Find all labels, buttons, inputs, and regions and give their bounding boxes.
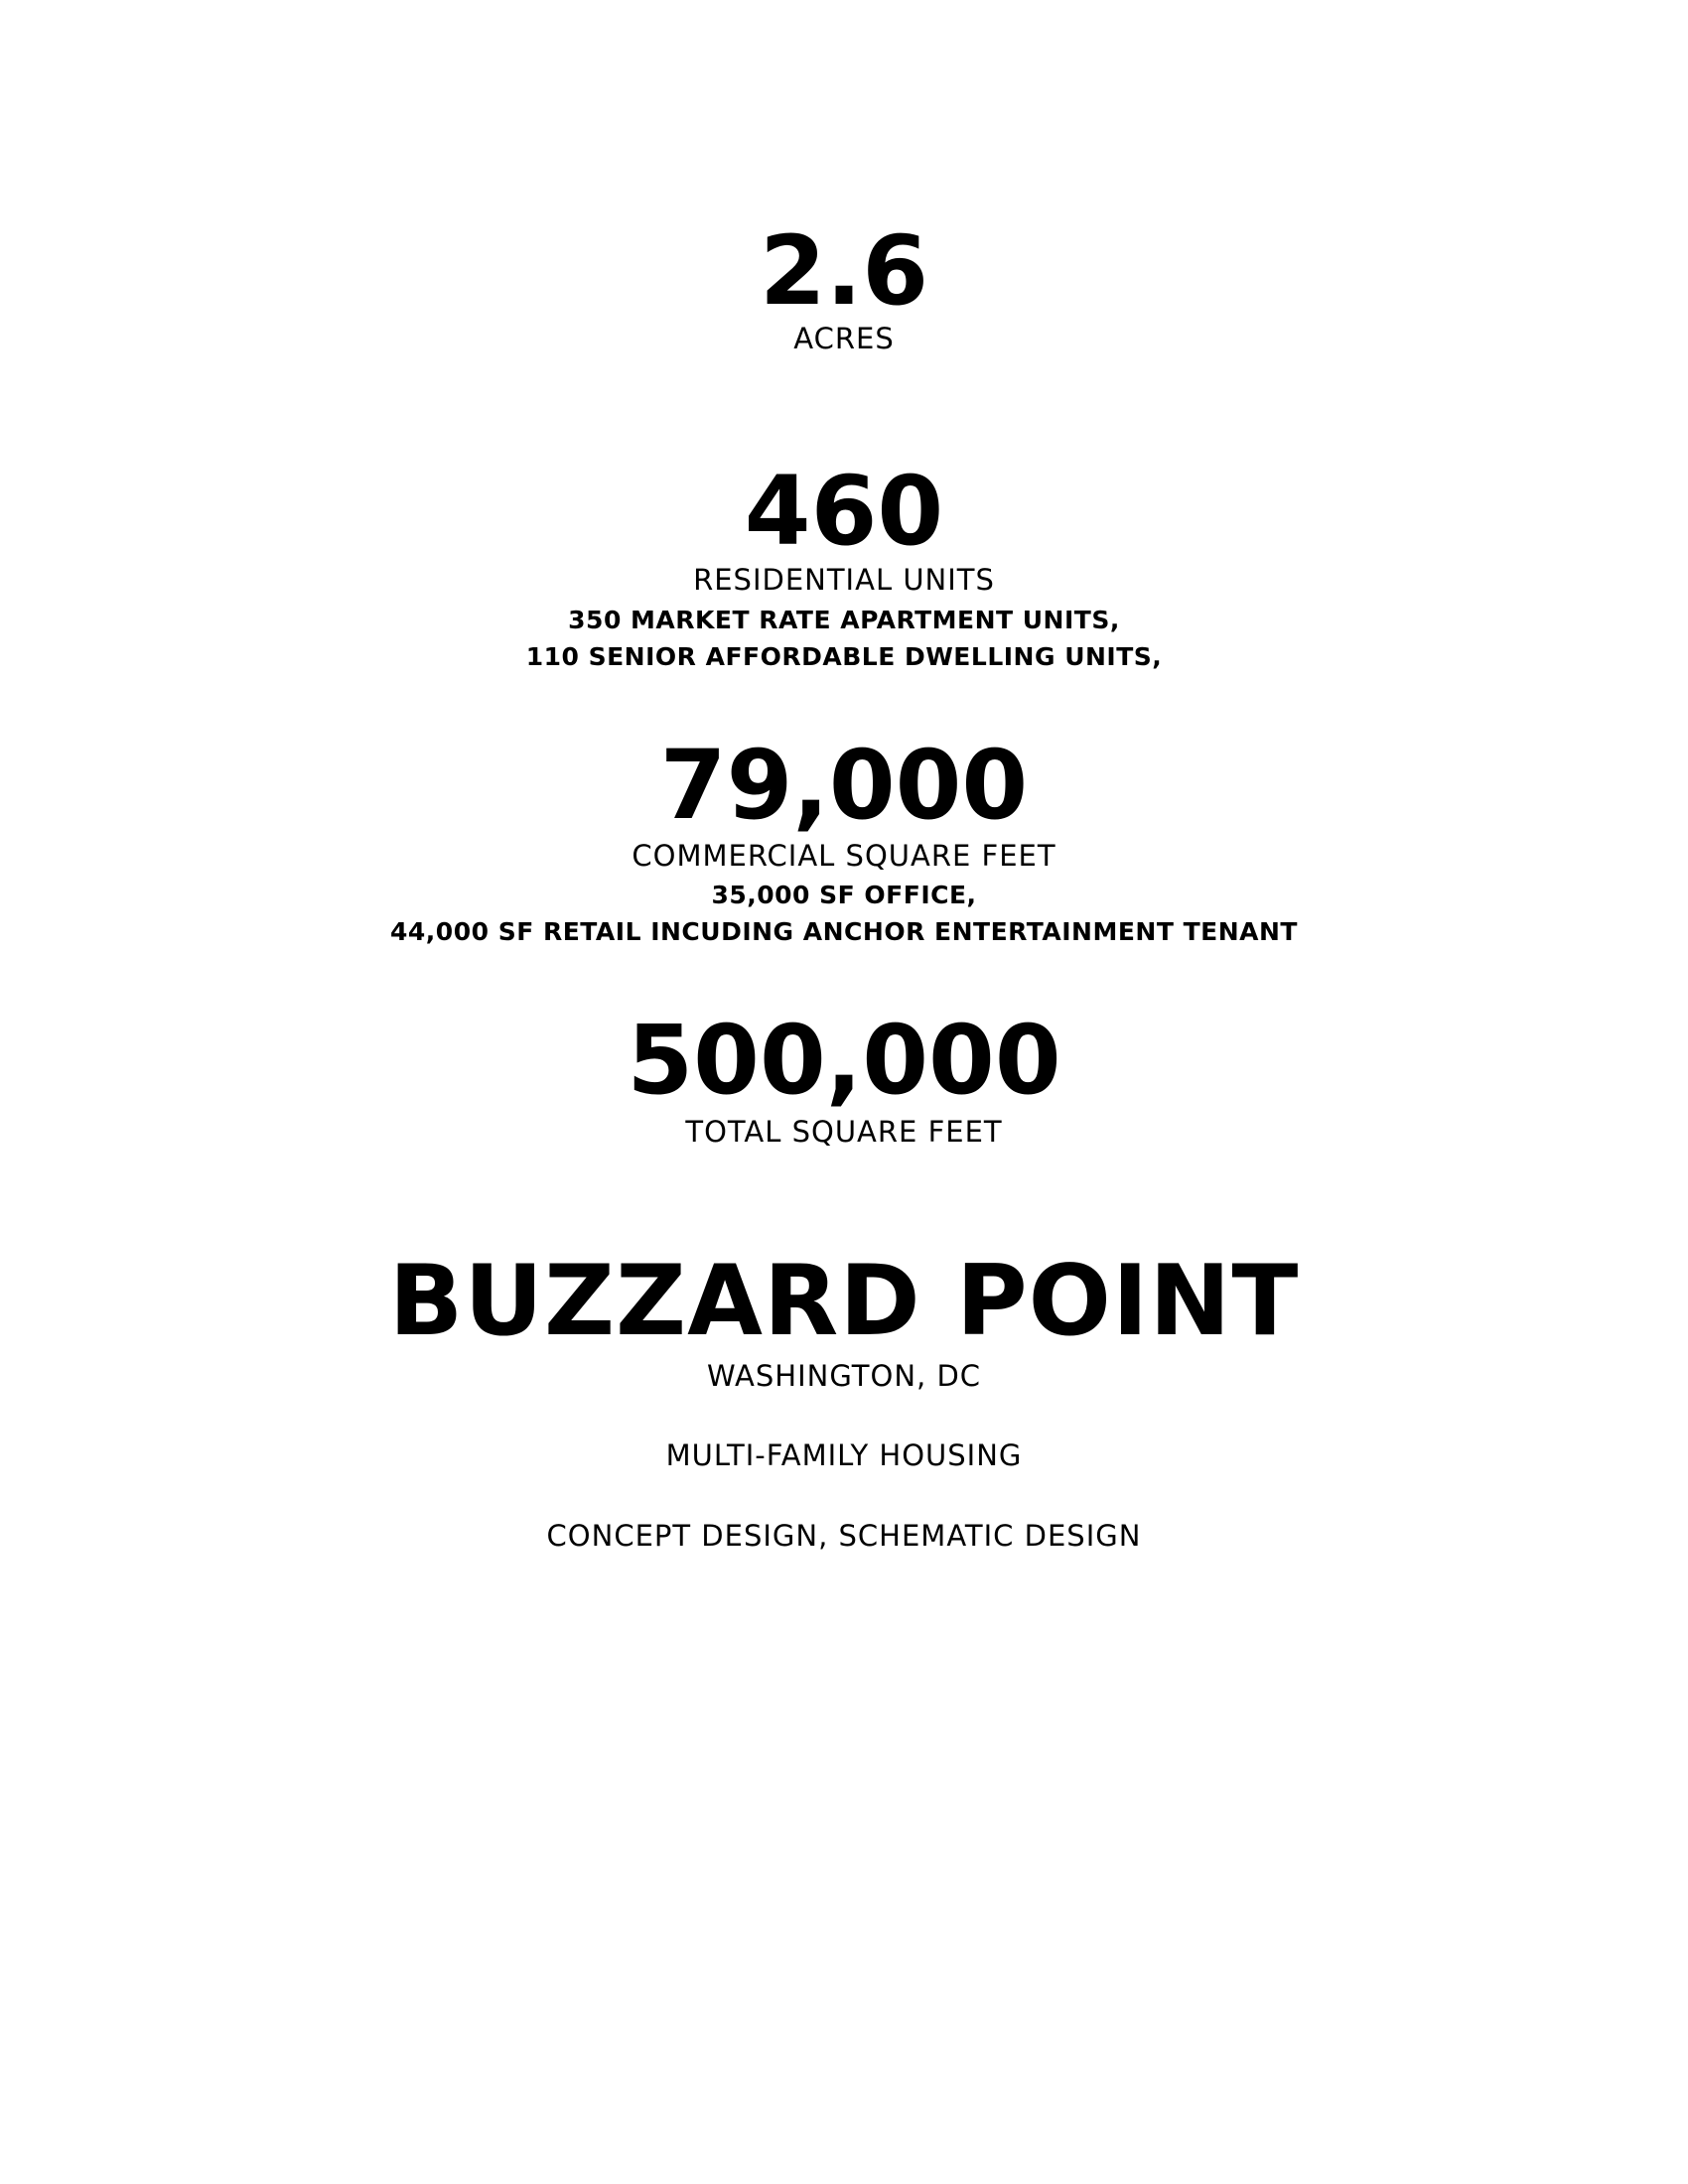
project-location: WASHINGTON, DC (706, 1359, 982, 1393)
project-services: CONCEPT DESIGN, SCHEMATIC DESIGN (546, 1519, 1142, 1553)
stat-commercial-value: 79,000 (659, 730, 1029, 841)
project-title: BUZZARD POINT (388, 1245, 1300, 1358)
stat-total-value: 500,000 (627, 1005, 1061, 1116)
stat-residential-label: RESIDENTIAL UNITS (693, 563, 995, 597)
stat-commercial-label: COMMERCIAL SQUARE FEET (632, 839, 1056, 873)
stat-residential-detail-2: 110 SENIOR AFFORDABLE DWELLING UNITS, (525, 642, 1163, 671)
stat-acres-value: 2.6 (759, 215, 929, 327)
project-type: MULTI-FAMILY HOUSING (665, 1438, 1023, 1472)
stat-residential-value: 460 (744, 456, 944, 567)
stat-total-label: TOTAL SQUARE FEET (685, 1115, 1003, 1149)
stat-commercial-detail-1: 35,000 SF OFFICE, (711, 881, 977, 909)
stat-acres-label: ACRES (793, 322, 895, 355)
stat-residential-detail-1: 350 MARKET RATE APARTMENT UNITS, (568, 606, 1120, 634)
stat-commercial-detail-2: 44,000 SF RETAIL INCUDING ANCHOR ENTERTAINMENT TENANT (390, 917, 1298, 946)
